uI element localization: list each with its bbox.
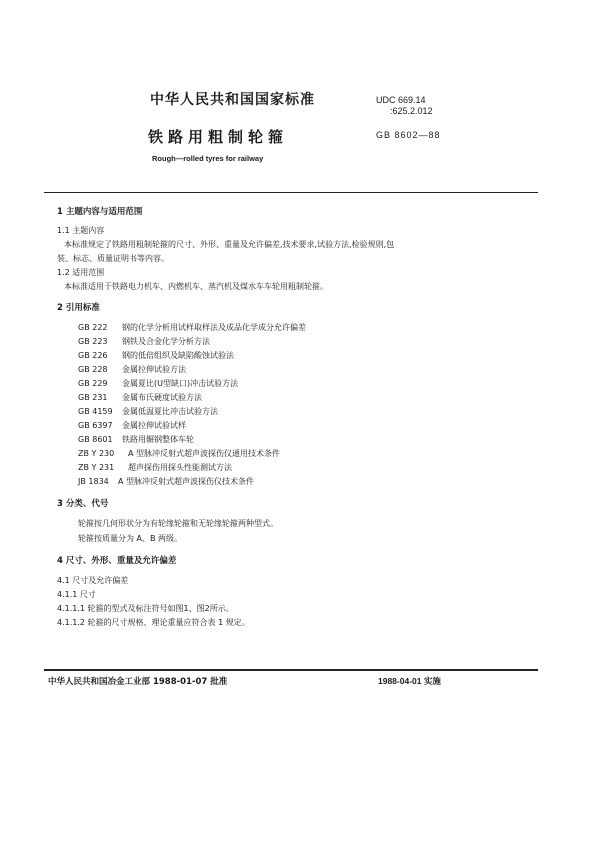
footer-issuer: 中华人民共和国冶金工业部 1988-01-07 批准 (48, 677, 228, 687)
reference-item: GB 231 金属布氏硬度试验方法 (78, 393, 202, 402)
reference-item: GB 229 金属夏比(U型缺口)冲击试验方法 (78, 379, 239, 388)
section-4-1-1-2: 4.1.1.2 轮箍的尺寸规格、理论重量应符合表 1 规定。 (57, 618, 250, 627)
standard-title: 中华人民共和国国家标准 (150, 92, 315, 108)
header-divider (44, 192, 538, 193)
footer-divider (44, 669, 538, 671)
section-4-heading: 4 尺寸、外形、重量及允许偏差 (57, 556, 177, 566)
udc-line-1: UDC 669.14 (376, 95, 426, 105)
reference-item: GB 8601 铁路用辗钢整体车轮 (78, 435, 194, 444)
section-1-1-text: 本标准规定了铁路用粗制轮箍的尺寸、外形、重量及允许偏差,技术要求,试验方法,检验规则,包 (64, 240, 395, 249)
reference-item: JB 1834 A 型脉冲反射式超声波探伤仪技术条件 (78, 477, 255, 486)
section-1-1-text-cont: 装、标志、质量证明书等内容。 (57, 254, 169, 263)
section-4-1-1-1: 4.1.1.1 轮箍的型式及标注符号如图1、图2所示。 (57, 604, 234, 613)
reference-item: GB 222 钢的化学分析用试样取样法及成品化学成分允许偏差 (78, 323, 306, 332)
section-4-1-1: 4.1.1 尺寸 (57, 590, 96, 599)
reference-item: GB 228 金属拉伸试验方法 (78, 365, 186, 374)
english-subtitle: Rough—rolled tyres for railway (152, 154, 264, 163)
footer-effective-date: 1988-04-01 实施 (378, 676, 441, 686)
section-4-1: 4.1 尺寸及允许偏差 (57, 576, 129, 585)
section-1-1-heading: 1.1 主题内容 (57, 226, 105, 235)
section-1-heading: 1 主题内容与适用范围 (57, 207, 143, 217)
reference-item: GB 223 钢铁及合金化学分析方法 (78, 337, 210, 346)
reference-item: GB 4159 金属低温夏比冲击试验方法 (78, 407, 218, 416)
section-2-heading: 2 引用标准 (57, 303, 100, 313)
reference-item: GB 226 钢的低倍组织及缺陷酸蚀试验法 (78, 351, 234, 360)
document-title: 铁路用粗制轮箍 (148, 128, 289, 146)
reference-item: ZB Y 230 A 型脉冲反射式超声波探伤仪通用技术条件 (78, 449, 281, 458)
section-3-text-1: 轮箍按几何形状分为有轮缘轮箍和无轮缘轮箍两种型式。 (78, 519, 278, 528)
gb-number: GB 8602—88 (376, 130, 441, 140)
section-3-text-2: 轮箍按质量分为 A、B 两级。 (78, 534, 183, 543)
section-1-2-text: 本标准适用于铁路电力机车、内燃机车、蒸汽机及煤水车车轮用粗制轮箍。 (64, 282, 328, 291)
section-3-heading: 3 分类、代号 (57, 499, 109, 509)
udc-code (376, 95, 433, 117)
reference-item: GB 6397 金属拉伸试验试样 (78, 421, 186, 430)
section-1-2-heading: 1.2 适用范围 (57, 268, 105, 277)
udc-line-2: :625.2.012 (390, 106, 433, 116)
reference-item: ZB Y 231 超声探伤用探头性能测试方法 (78, 463, 232, 472)
